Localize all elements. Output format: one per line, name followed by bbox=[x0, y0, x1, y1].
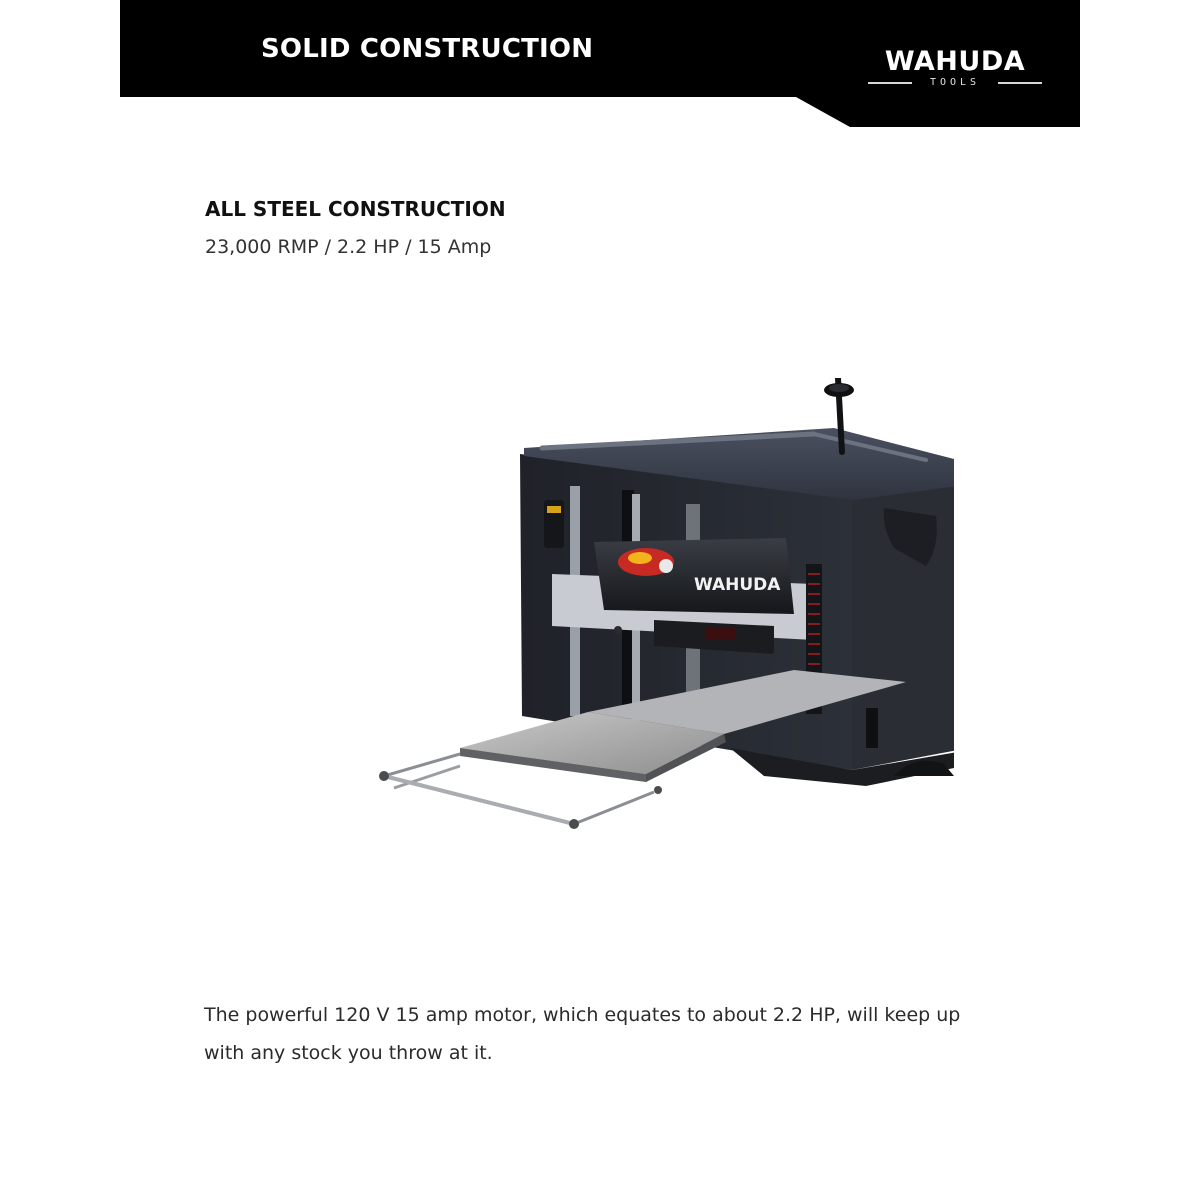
product-info-panel bbox=[120, 0, 1080, 1200]
header-banner bbox=[120, 0, 1080, 127]
brand-logo bbox=[866, 46, 1044, 91]
page-title: SOLID CONSTRUCTION bbox=[261, 34, 594, 64]
product-description: The powerful 120 V 15 amp motor, which equates to about 2.2 HP, will keep up with any stock you throw at it. bbox=[204, 1004, 961, 1064]
brand-name: WAHUDA bbox=[884, 46, 1026, 77]
thickness-planer-image bbox=[254, 378, 954, 838]
brand-subline bbox=[866, 76, 1044, 90]
section-specs: 23,000 RMP / 2.2 HP / 15 Amp bbox=[205, 236, 492, 258]
product-logo: WAHUDA bbox=[694, 575, 781, 595]
section-heading: ALL STEEL CONSTRUCTION bbox=[205, 197, 506, 221]
brand-subtitle: TOOLS bbox=[929, 77, 981, 88]
